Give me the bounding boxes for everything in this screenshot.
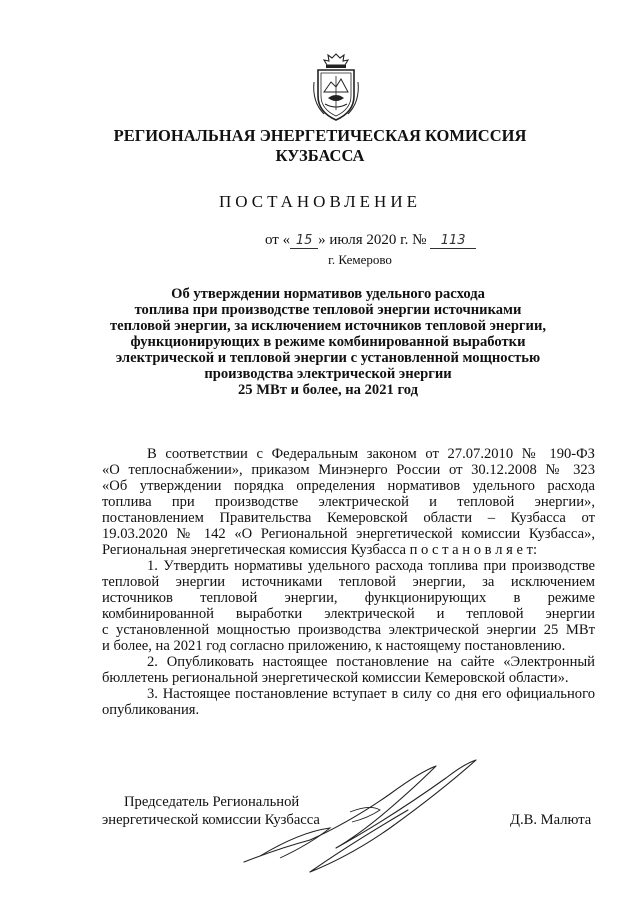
body-line: топлива при производстве электрической и тепловой энергии», xyxy=(102,494,595,510)
document-number-handwritten: 113 xyxy=(430,233,476,249)
date-middle: » июля 2020 г. № xyxy=(318,232,427,248)
signatory-title-line1: Председатель Региональной xyxy=(124,794,300,810)
body-line: 19.03.2020 № 142 «О Региональной энергетической комиссии Кузбасса», xyxy=(102,526,595,542)
signatory-title-line2: энергетической комиссии Кузбасса xyxy=(102,812,320,828)
title-line: производства электрической энергии xyxy=(204,366,452,382)
city: г. Кемерово xyxy=(328,252,392,267)
document-type: ПОСТАНОВЛЕНИЕ xyxy=(218,192,421,211)
signatory-name: Д.В. Малюта xyxy=(510,812,592,828)
date-day-handwritten: 15 xyxy=(290,233,318,249)
coat-of-arms-emblem xyxy=(310,52,362,124)
title-line: тепловой энергии, за исключением источников тепловой энергии, xyxy=(109,318,547,334)
body-line: тепловой энергии источниками тепловой энергии, за исключением xyxy=(102,574,595,590)
organization-name-line2: КУЗБАССА xyxy=(275,146,365,165)
body-line: «Об утверждении порядка определения нормативов удельного расхода xyxy=(102,478,595,494)
title-line: топлива при производстве тепловой энергии источниками xyxy=(134,302,522,318)
body-line: источников тепловой энергии, функционирующих в режиме xyxy=(102,590,595,606)
body-line: опубликования. xyxy=(102,702,200,718)
title-line: электрической и тепловой энергии с установленной мощностью xyxy=(115,350,541,366)
body-line: с установленной мощностью производства электрической энергии 25 МВт xyxy=(102,622,595,638)
title-line: 25 МВт и более, на 2021 год xyxy=(238,382,418,398)
body-line: 2. Опубликовать настоящее постановление на сайте «Электронный xyxy=(147,654,595,670)
title-line: Об утверждении нормативов удельного расхода xyxy=(171,286,485,302)
title-line: функционирующих в режиме комбинированной выработки xyxy=(130,334,526,350)
body-line: постановлением Правительства Кемеровской области – Кузбасса от xyxy=(102,510,595,526)
organization-name-line1: РЕГИОНАЛЬНАЯ ЭНЕРГЕТИЧЕСКАЯ КОМИССИЯ xyxy=(113,126,527,145)
body-line: комбинированной выработки электрической и тепловой энергии xyxy=(102,606,595,622)
body-line: бюллетень региональной энергетической комиссии Кемеровской области». xyxy=(102,670,569,686)
body-line: 3. Настоящее постановление вступает в силу со дня его официального xyxy=(147,686,595,702)
date-number-line xyxy=(265,232,476,249)
body-line: 1. Утвердить нормативы удельного расхода топлива при производстве xyxy=(147,558,595,574)
body-line: «О теплоснабжении», приказом Минэнерго России от 30.12.2008 № 323 xyxy=(102,462,595,478)
date-prefix: от « xyxy=(265,232,291,248)
body-line: и более, на 2021 год согласно приложению, к настоящему постановлению. xyxy=(102,638,566,654)
body-line: Региональная энергетическая комиссия Кузбасса п о с т а н о в л я е т: xyxy=(102,542,538,558)
body-line: В соответствии с Федеральным законом от 27.07.2010 № 190-ФЗ xyxy=(147,446,595,462)
